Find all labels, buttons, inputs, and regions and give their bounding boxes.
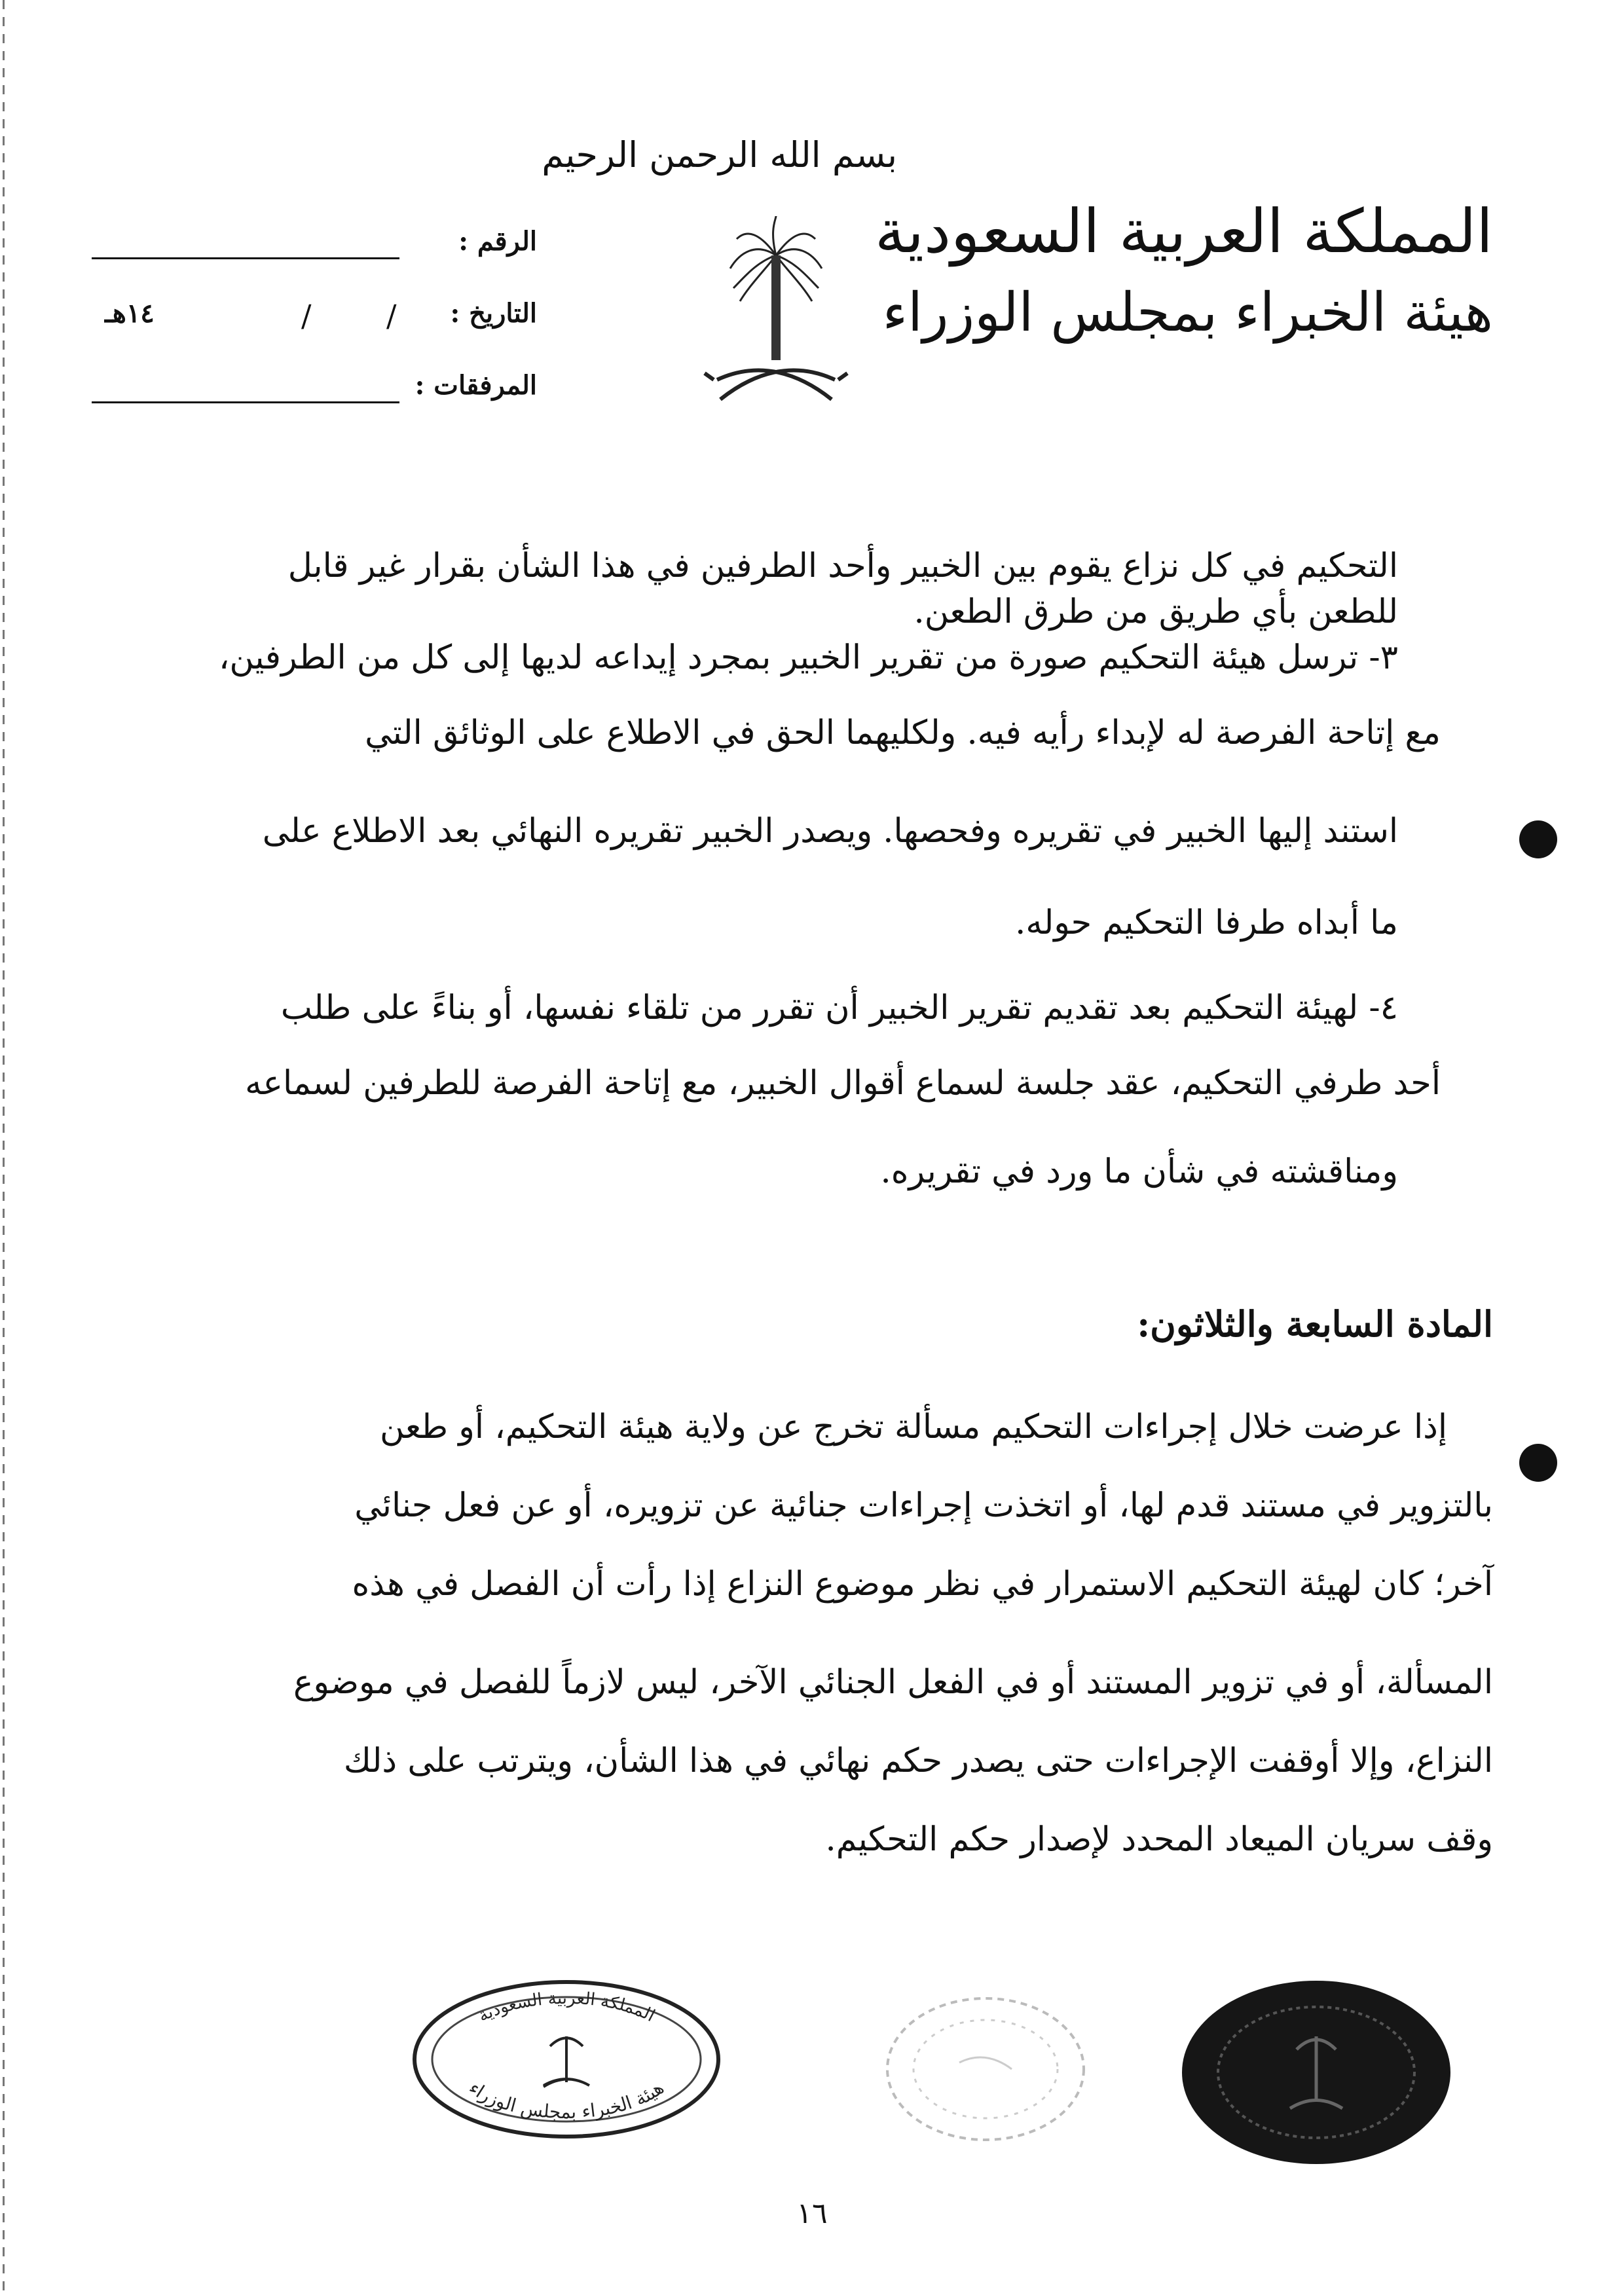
embossed-seal-stamp — [1179, 1977, 1454, 2167]
scan-edge — [3, 0, 5, 2295]
faded-stamp — [881, 1991, 1090, 2148]
official-seal-stamp — [409, 1974, 724, 2144]
seal-top-text: المملكة العربية السعودية — [475, 1988, 658, 2027]
reference-label: الرقم : — [458, 226, 537, 257]
body-line: استند إليها الخبير في تقريره وفحصها. ويصدر الخبير تقريره النهائي بعد الاطلاع على — [262, 812, 1398, 851]
body-line: التحكيم في كل نزاع يقوم بين الخبير وأحد الطرفين في هذا الشأن بقرار غير قابل — [287, 547, 1398, 585]
palm-swords-emblem-icon — [694, 216, 858, 432]
body-line: أحد طرفي التحكيم، عقد جلسة لسماع أقوال الخبير، مع إتاحة الفرصة للطرفين لسماعه — [245, 1064, 1441, 1103]
svg-text:المملكة العربية السعودية — [475, 1989, 658, 2026]
reference-line — [92, 257, 399, 259]
body-line: ما أبداه طرفا التحكيم حوله. — [1015, 904, 1398, 942]
basmala: بسم الله الرحمن الرحيم — [542, 134, 897, 175]
org-name-line2: هيئة الخبراء بمجلس الوزراء — [882, 282, 1493, 344]
body-line: مع إتاحة الفرصة له لإبداء رأيه فيه. ولكليهما الحق في الاطلاع على الوثائق التي — [365, 714, 1441, 752]
body-line: للطعن بأي طريق من طرق الطعن. — [913, 593, 1398, 631]
article-line: النزاع، وإلا أوقفت الإجراءات حتى يصدر حكم نهائي في هذا الشأن، ويترتب على ذلك — [343, 1742, 1493, 1780]
body-line: ٤- لهيئة التحكيم بعد تقديم تقرير الخبير أن تقرر من تلقاء نفسها، أو بناءً على طلب — [280, 989, 1398, 1027]
page-number: ١٦ — [796, 2197, 828, 2230]
org-name-line1: المملكة العربية السعودية — [875, 196, 1493, 266]
article-line: بالتزوير في مستند قدم لها، أو اتخذت إجراءات جنائية عن تزويره، أو عن فعل جنائي — [354, 1486, 1493, 1525]
punch-hole-dot — [1519, 820, 1557, 858]
attachments-label: المرفقات : — [415, 370, 537, 401]
article-line: إذا عرضت خلال إجراءات التحكيم مسألة تخرج عن ولاية هيئة التحكيم، أو طعن — [380, 1408, 1447, 1446]
article-line: المسألة، أو في تزوير المستند أو في الفعل الجنائي الآخر، ليس لازماً للفصل في موضوع — [293, 1663, 1493, 1702]
date-slash: / — [386, 298, 397, 333]
article-line: وقف سريان الميعاد المحدد لإصدار حكم التحكيم. — [825, 1820, 1493, 1859]
seal-bottom-text: هيئة الخبراء بمجلس الوزراء — [465, 2076, 668, 2123]
date-label: التاريخ : — [450, 298, 537, 329]
body-line: ٣- ترسل هيئة التحكيم صورة من تقرير الخبير بمجرد إيداعه لديها إلى كل من الطرفين، — [218, 638, 1398, 677]
article-title: المادة السابعة والثلاثون: — [1137, 1303, 1493, 1345]
date-field — [92, 298, 537, 350]
date-slash: / — [301, 298, 312, 333]
article-line: آخر؛ كان لهيئة التحكيم الاستمرار في نظر موضوع النزاع إذا رأت أن الفصل في هذه — [352, 1565, 1493, 1604]
body-line: ومناقشته في شأن ما ورد في تقريره. — [880, 1152, 1398, 1191]
attachments-field — [92, 370, 537, 422]
hijri-year-suffix: ١٤هـ — [105, 298, 155, 329]
reference-number-field — [92, 226, 537, 278]
svg-text:هيئة الخبراء بمجلس الوزراء — [465, 2077, 668, 2123]
attachments-line — [92, 401, 399, 403]
punch-hole-dot — [1519, 1444, 1557, 1482]
